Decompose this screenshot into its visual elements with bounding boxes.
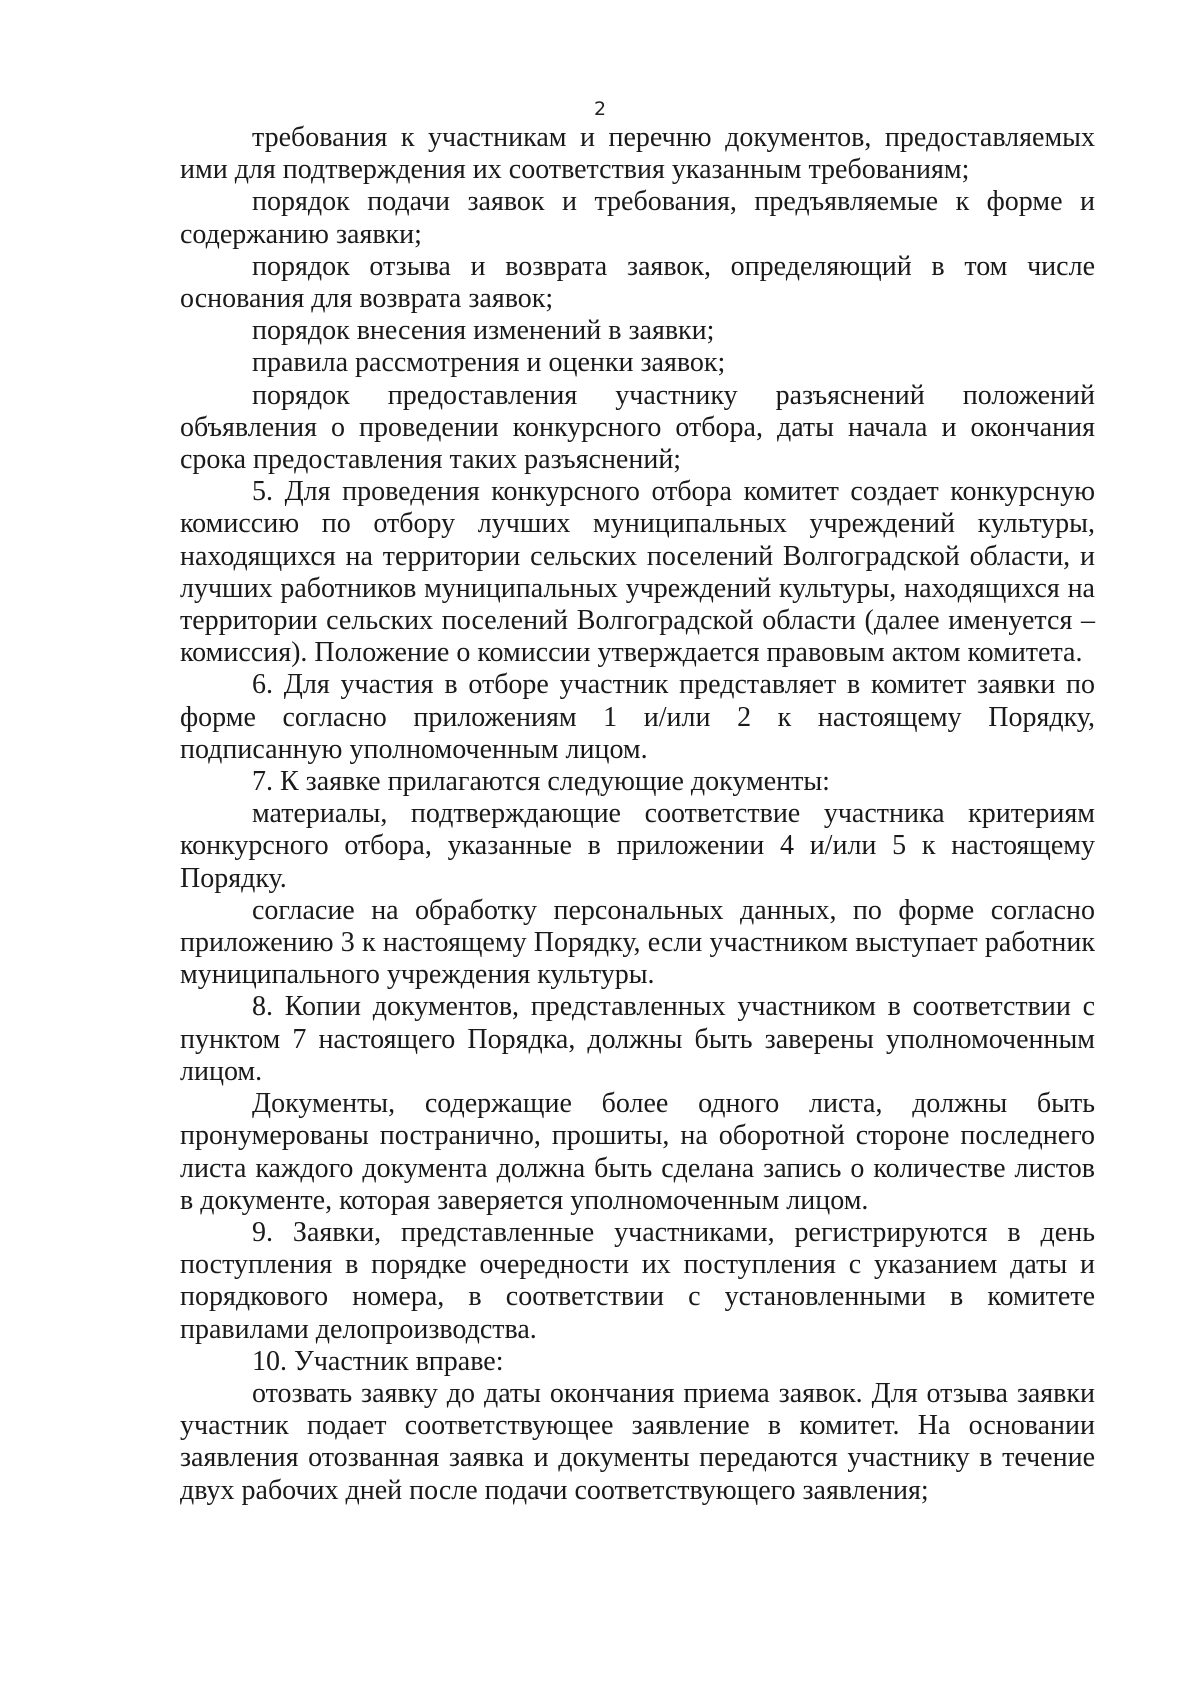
paragraph: 9. Заявки, представленные участниками, регистрируются в день поступления в порядке очередности их поступления с указанием даты и порядкового номера, в соответствии с установленными в комитете правилами делопроизводства. xyxy=(180,1216,1095,1345)
paragraph: правила рассмотрения и оценки заявок; xyxy=(252,347,726,379)
paragraph: 7. К заявке прилагаются следующие документы: xyxy=(252,766,830,798)
paragraph: порядок внесения изменений в заявки; xyxy=(252,315,715,347)
document-body xyxy=(180,122,1095,1507)
paragraph: 6. Для участия в отборе участник представляет в комитет заявки по форме согласно приложениям 1 и/или 2 к настоящему Порядку, подписанную уполномоченным лицом. xyxy=(180,669,1095,765)
paragraph: порядок отзыва и возврата заявок, определяющий в том числе основания для возврата заявок; xyxy=(180,250,1095,315)
paragraph: отозвать заявку до даты окончания приема заявок. Для отзыва заявки участник подает соответствующее заявление в комитет. На основании заявления отозванная заявка и документы передаются участнику в течение двух рабочих дней после подачи соответствующего заявления; xyxy=(180,1377,1095,1506)
paragraph: требования к участникам и перечню документов, предоставляемых ими для подтверждения их соответствия указанным требованиям; xyxy=(180,122,1095,186)
paragraph: Документы, содержащие более одного листа, должны быть пронумерованы постранично, прошиты, на оборотной стороне последнего листа каждого документа должна быть сделана запись о количестве листов в документе, которая заверяется уполномоченным лицом. xyxy=(180,1088,1095,1216)
page-number: 2 xyxy=(593,98,607,120)
paragraph: согласие на обработку персональных данных, по форме согласно приложению 3 к настоящему Порядку, если участником выступает работник муниципального учреждения культуры. xyxy=(180,894,1095,991)
paragraph: материалы, подтверждающие соответствие участника критериям конкурсного отбора, указанные в приложении 4 и/или 5 к настоящему Порядку. xyxy=(180,798,1095,894)
paragraph: 5. Для проведения конкурсного отбора комитет создает конкурсную комиссию по отбору лучших муниципальных учреждений культуры, находящихся на территории сельских поселений Волгоградской области, и лучших работников муниципальных учреждений культуры, находящихся на территории сельских поселений Волгоградской области (далее именуется – комиссия). Положение о комиссии утверждается правовым актом комитета. xyxy=(180,476,1095,669)
paragraph: 8. Копии документов, представленных участником в соответствии с пунктом 7 настоящего Порядка, должны быть заверены уполномоченным лицом. xyxy=(180,991,1095,1087)
paragraph: порядок предоставления участнику разъяснений положений объявления о проведении конкурсного отбора, даты начала и окончания срока предоставления таких разъяснений; xyxy=(180,379,1095,476)
paragraph: 10. Участник вправе: xyxy=(252,1345,504,1377)
paragraph: порядок подачи заявок и требования, предъявляемые к форме и содержанию заявки; xyxy=(180,186,1095,250)
